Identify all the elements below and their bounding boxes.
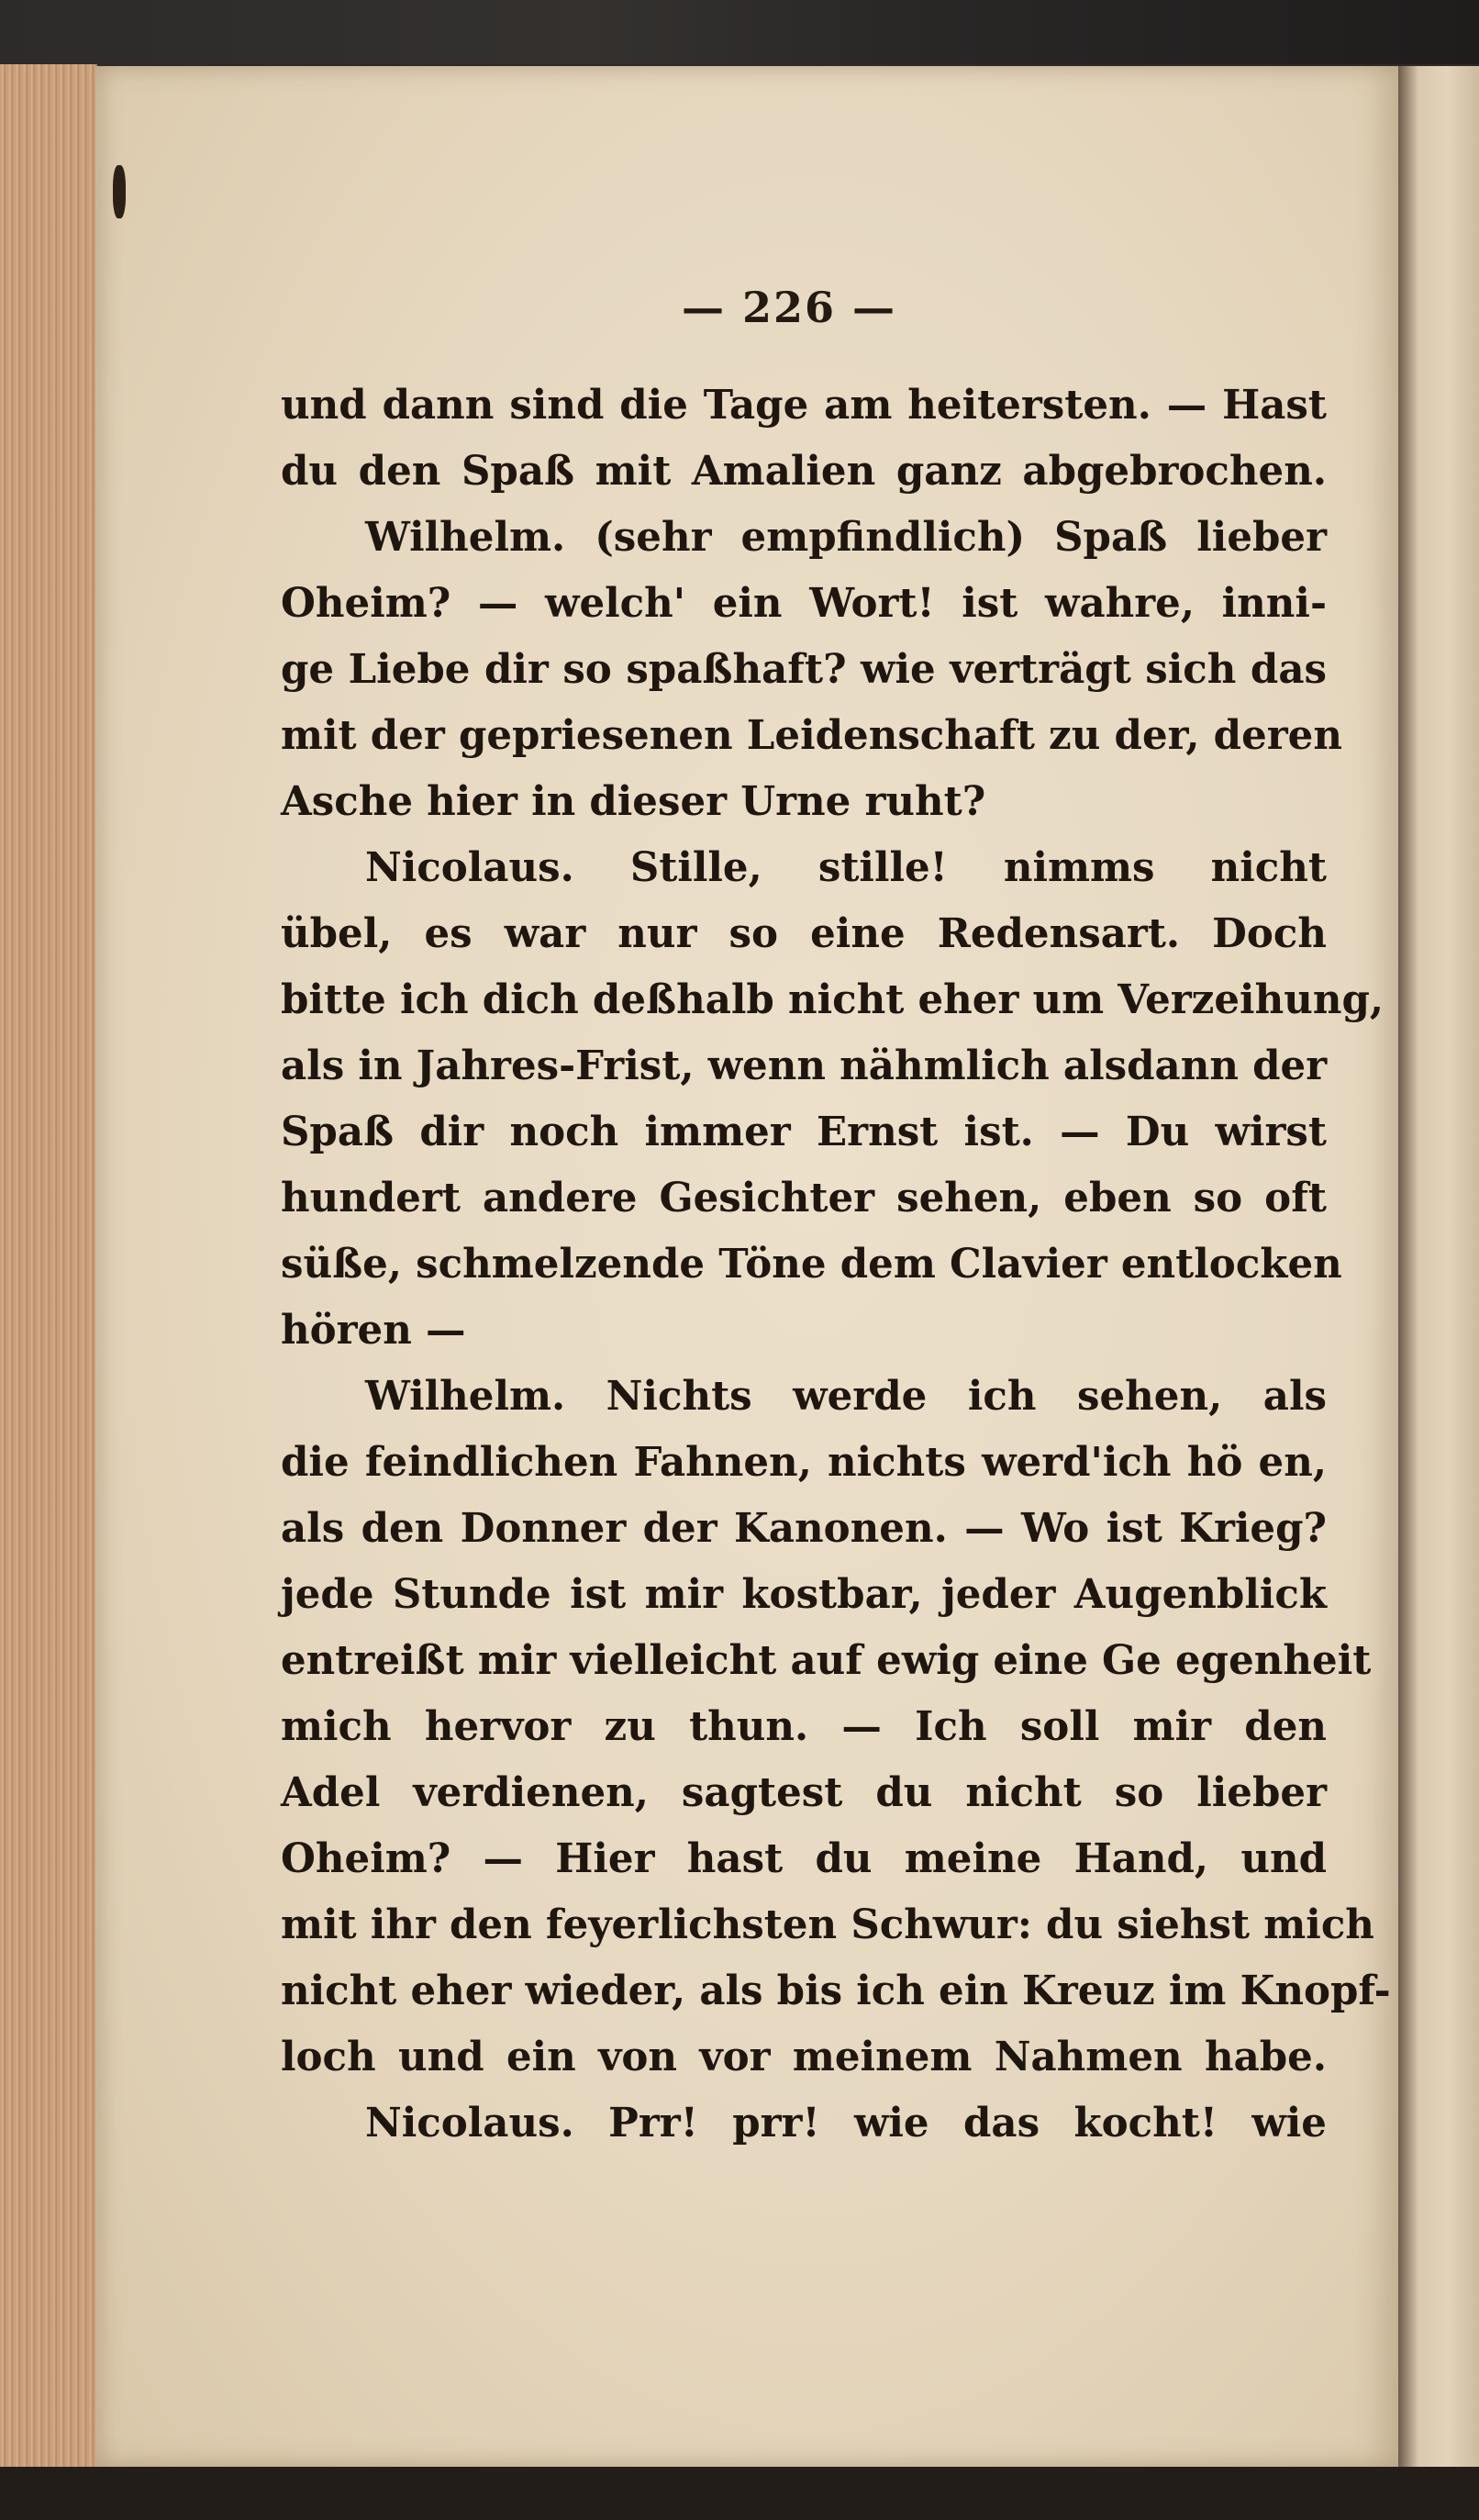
- text-line: Oheim? — Hier hast du meine Hand, und: [281, 1835, 1327, 1882]
- text-line: Nicolaus. Stille, stille! nimms nicht: [365, 844, 1327, 891]
- page-block-edge: [0, 64, 97, 2469]
- text-line: hören —: [281, 1307, 466, 1354]
- text-line: Oheim? — welch' ein Wort! ist wahre, inni-: [281, 580, 1327, 627]
- scan-background-bottom: [0, 2467, 1479, 2520]
- text-line: jede Stunde ist mir kostbar, jeder Augenblick: [281, 1571, 1327, 1618]
- ink-blot: [113, 165, 126, 218]
- text-line: die feindlichen Fahnen, nichts werd'ich hö en,: [281, 1439, 1327, 1486]
- text-line: ge Liebe dir so spaßhaft? wie verträgt sich das: [281, 646, 1327, 693]
- text-line: Adel verdienen, sagtest du nicht so lieber: [281, 1769, 1327, 1816]
- page-text: [281, 373, 1391, 2157]
- text-line: loch und ein von vor meinem Nahmen habe.: [281, 2034, 1327, 2080]
- text-line: mich hervor zu thun. — Ich soll mir den: [281, 1703, 1327, 1750]
- text-line: bitte ich dich deßhalb nicht eher um Verzeihung,: [281, 976, 1384, 1023]
- text-line: als den Donner der Kanonen. — Wo ist Krieg?: [281, 1505, 1327, 1552]
- text-line: Wilhelm. Nichts werde ich sehen, als: [365, 1373, 1327, 1420]
- text-line: übel, es war nur so eine Redensart. Doch: [281, 910, 1327, 957]
- text-line: Wilhelm. (sehr empfindlich) Spaß lieber: [365, 514, 1327, 561]
- next-page-edge: [1398, 66, 1479, 2467]
- scan-background-top: [0, 0, 1479, 64]
- text-line: mit der gepriesenen Leidenschaft zu der, deren: [281, 712, 1342, 759]
- text-line: als in Jahres-Frist, wenn nähmlich alsdann der: [281, 1043, 1328, 1089]
- text-line: und dann sind die Tage am heitersten. — Hast: [281, 382, 1327, 429]
- text-line: Nicolaus. Prr! prr! wie das kocht! wie: [365, 2100, 1327, 2146]
- text-line: du den Spaß mit Amalien ganz abgebrochen.: [281, 448, 1327, 495]
- text-line: Asche hier in dieser Urne ruht?: [281, 778, 986, 825]
- text-line: nicht eher wieder, als bis ich ein Kreuz im Knopf-: [281, 1968, 1391, 2014]
- text-line: mit ihr den feyerlichsten Schwur: du siehst mich: [281, 1901, 1374, 1948]
- text-line: Spaß dir noch immer Ernst ist. — Du wirst: [281, 1109, 1327, 1155]
- page-number: — 226 —: [681, 283, 897, 332]
- text-line: hundert andere Gesichter sehen, eben so oft: [281, 1175, 1327, 1221]
- text-line: entreißt mir vielleicht auf ewig eine Ge egenheit: [281, 1637, 1372, 1684]
- text-line: süße, schmelzende Töne dem Clavier entlocken: [281, 1241, 1342, 1288]
